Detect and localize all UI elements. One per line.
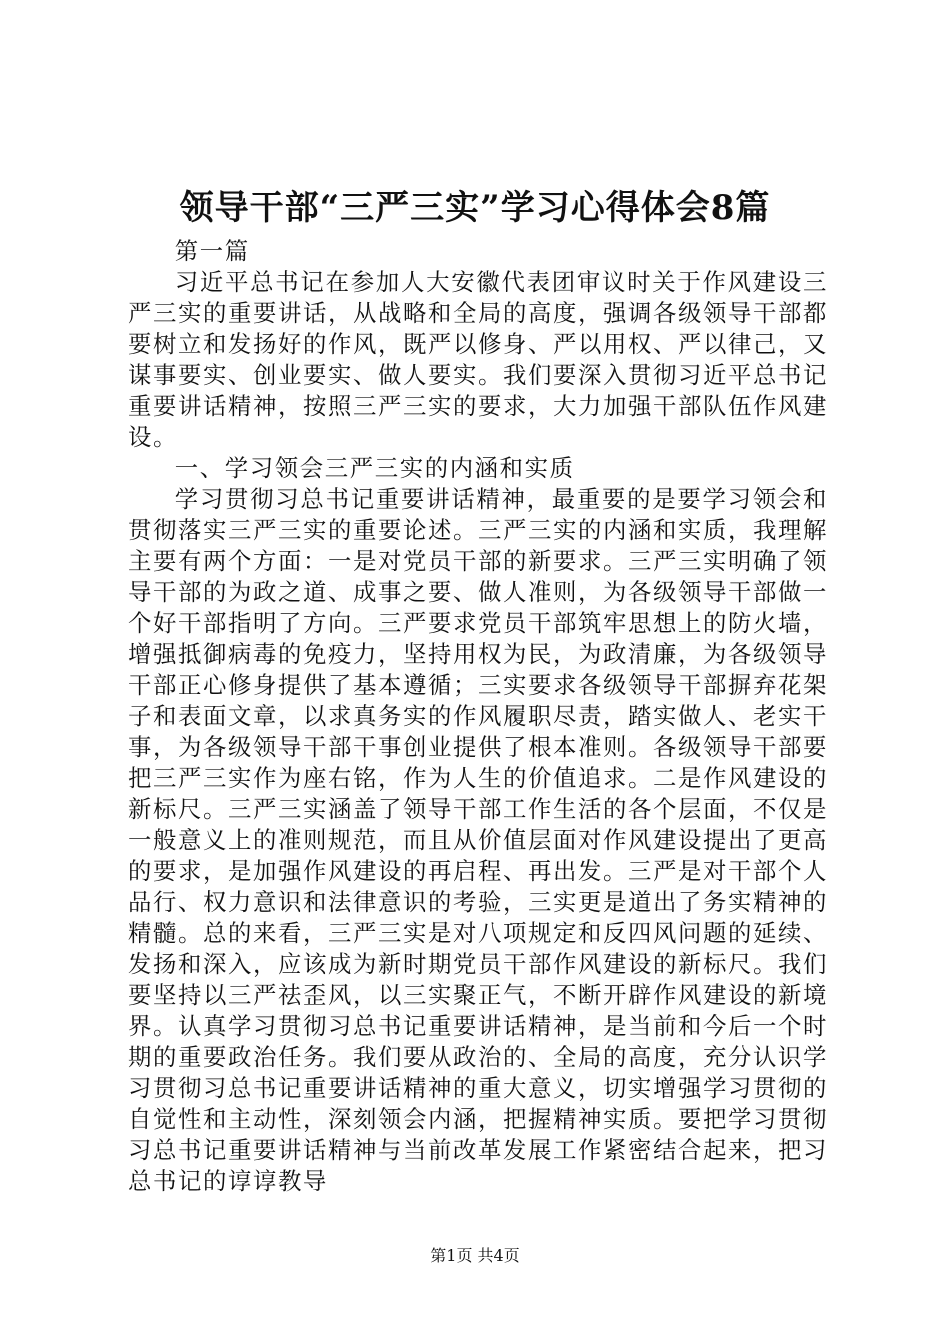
section-heading: 第一篇 — [174, 237, 250, 265]
page-number-footer: 第1页 共4页 — [430, 1246, 520, 1265]
document-title: 领导干部“三严三实”学习心得体会8篇 — [179, 188, 771, 228]
paragraph-main: 学习贯彻习总书记重要讲话精神，最重要的是要学习领会和贯彻落实三严三实的重要论述。三严三实的内涵和实质，我理解主要有两个方面：一是对党员干部的新要求。三严三实明确了领导干部的为政之道、成事之要、做人准则，为各级领导干部做一个好干部指明了方向。三严要求党员干部筑牢思想上的防火墙，增强抵御病毒的免疫力，坚持用权为民，为政清廉，为各级领导干部正心修身提供了基本遵循；三实要求各级领导干部摒弃花架子和表面文章，以求真务实的作风履职尽责，踏实做人、老实干事，为各级领导干部干事创业提供了根本准则。各级领导干部要把三严三实作为座右铭，作为人生的价值追求。二是作风建设的新标尺。三严三实涵盖了领导干部工作生活的各个层面，不仅是一般意义上的准则规范，而且从价值层面对作风建设提出了更高的要求，是加强作风建设的再启程、再出发。三严是对干部个人品行、权力意识和法律意识的考验，三实更是道出了务实精神的精髓。总的来看，三严三实是对八项规定和反四风问题的延续、发扬和深入，应该成为新时期党员干部作风建设的新标尺。我们要坚持以三严祛歪风，以三实聚正气，不断开辟作风建设的新境界。认真学习贯彻习总书记重要讲话精神，是当前和今后一个时期的重要政治任务。我们要从政治的、全局的高度，充分认识学习贯彻习总书记重要讲话精神的重大意义，切实增强学习贯彻的自觉性和主动性，深刻领会内涵，把握精神实质。要把学习贯彻习总书记重要讲话精神与当前改革发展工作紧密结合起来，把习总书记的谆谆教导 — [128, 485, 828, 1195]
paragraph-intro: 习近平总书记在参加人大安徽代表团审议时关于作风建设三严三实的重要讲话，从战略和全局的高度，强调各级领导干部都要树立和发扬好的作风，既严以修身、严以用权、严以律己，又谋事要实、创业要实、做人要实。我们要深入贯彻习近平总书记重要讲话精神，按照三严三实的要求，大力加强干部队伍作风建设。 — [128, 268, 828, 451]
subheading-one: 一、学习领会三严三实的内涵和实质 — [174, 454, 575, 482]
document-body — [128, 236, 828, 1197]
